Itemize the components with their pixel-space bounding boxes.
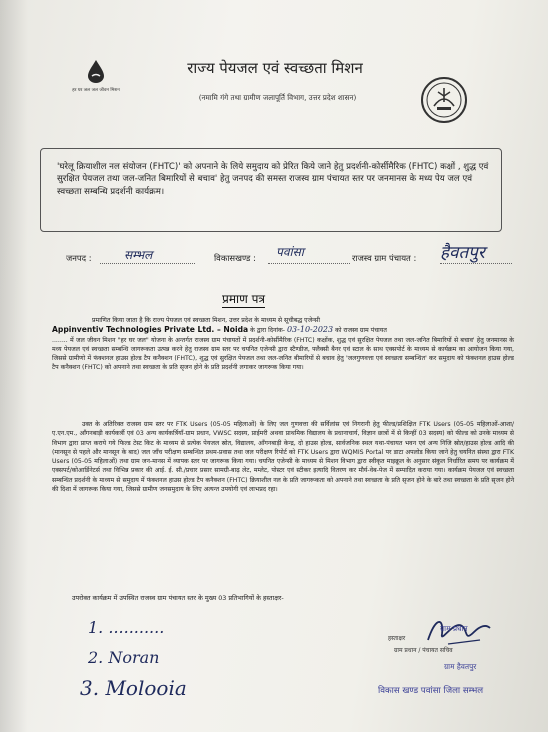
agency-name: Appinventiv Technologies Private Ltd. – Noida	[52, 325, 249, 335]
certificate-paragraph-2: उक्त के अतिरिक्त राजस्व ग्राम स्तर पर FTK Users (05-05 महिलाओं) के लिए जल गुणवत्ता की सर्विलांस एवं निगरानी हेतु फील्ड/प्रशिक्षित FTK Users (05-05 महिलाओं-आशा/ए.एन.एम., आँगनबाड़ी कार्यकर्त्री एवं 03 अन्य कार्यकर्त्रियाँ-ग्राम प्रधान, VWSC सदस्य, प्राईमरी अथवा प्राथमिक विद्यालय के प्रधानाचार्य, विज्ञान छात्रों में से किन्हीं 03 सदस्य) को फील्ड को उनके माध्यम से विभाग द्वारा प्राप्त कराये गये फिल्ड टेस्ट किट के माध्यम से प्रत्येक पेयजल स्रोत, विद्यालय, आँगनबाड़ी केन्द्र, दो हाउस होल्ड, सार्वजनिक स्थल यथा-पंचायत भवन एवं अन्य निजि स्रोत/हाउस होल्ड आदि की (मानसून से पहले और मानसून के बाद) जल जाँच परीक्षण सम्बन्धित प्रथम-प्रवास तथा जल परीक्षण रिपोर्ट को FTK Users द्वारा WQMIS Portal पर डाटा अपलोड किया जाने हेतु चयनित संस्था द्वारा FTK Users (05-05 महिलाओं) तथा ग्राम जन-मानस में व्यापक स्तर पर जागरूक किया गया। चयनित एजेन्सी के माध्यम से मिशन विभाग द्वारा स्वीकृत माइक्रूल के अनुसार संकुल निर्धारित समय पर कार्यक्रम में एक्सपर्ट/कोआर्डिनेटर्स तथा विभिन्न प्रकार की आई. ई. सी./प्रचार प्रसार सामग्री-बाढ़ लेट, मम्लेट, पोस्टर एवं स्टीकर इत्यादि वितरण कर मौर्य-वेब-पेज में सम्पादित कराया गया। कार्यक्रम पेयजल एवं स्वच्छता सम्बन्धित प्रदर्शनी के माध्यम से समुदाय में फंक्शनल हाउस होल्ड टैप कनैक्शन (FHTC) क्रियाशील नल के प्रति जागरूकता को अपनाने तथा स्वच्छता के प्रति सृजन होने के बारे तथा स्वच्छता के प्रति सृजन होने की दिशा में जागरूक किया गया, जिससे ग्रामीण जनसमुदाय के लिए अत्यन्त उपयोगी एवं लाभप्रद रहा।	[52, 421, 514, 494]
official-stamp-area	[378, 610, 538, 710]
block-underline	[268, 263, 350, 264]
certificate-title: प्रमाण पत्र	[222, 292, 266, 306]
stamp-place: ग्राम हैवतपुर	[444, 662, 477, 671]
district-label: जनपद :	[66, 253, 92, 263]
signature-label: हस्ताक्षर	[388, 635, 406, 642]
up-state-emblem-icon	[420, 76, 468, 124]
block-value: पवांसा	[276, 245, 304, 259]
by-date-label: के द्वारा दिनांक-	[250, 327, 285, 335]
after-date-text: को राजस्व ग्राम पंचायत	[335, 327, 387, 335]
program-topic-box: 'घरेलू क्रियाशील नल संयोजन (FHTC)' को अपनाने के लिये समुदाय को प्रेरित किये जाने हेतु प्रदर्शनी-कोर्सीमैरिक (FHTC) कक्षों , शुद्ध एवं सुरक्षित पेयजल तथा जल-जनित बिमारियों से बचाव' हेतु जनपद की समस्त राजस्व ग्राम पंचायत स्तर पर जनमानस के मध्य पेय जल एवं स्वच्छता सम्बन्धि प्रदर्शनी कार्यक्रम।	[40, 148, 502, 232]
page-title: राज्य पेयजल एवं स्वच्छता मिशन	[187, 59, 363, 77]
panchayat-label: राजस्व ग्राम पंचायत :	[352, 253, 417, 263]
participant-signature-3: 3. Molooia	[80, 676, 187, 700]
participant-signature-1: 1. ...........	[88, 618, 165, 637]
logo-caption: हर घर जल जल जीवन मिशन	[72, 88, 120, 93]
paragraph-1-lead: प्रमाणित किया जाता है कि राज्य पेयजल एवं स्वच्छता मिशन, उत्तर प्रदेश के माध्यम से सूचीबद्ध एजेन्सी	[92, 317, 320, 324]
block-office-stamp: विकास खण्ड पवांसा जिला सम्भल	[378, 686, 484, 696]
certificate-paragraph-1	[52, 316, 514, 373]
pradhan-line: ग्राम प्रधान / पंचायत सचिव	[394, 647, 453, 654]
page-subtitle: (नमामि गंगे तथा ग्रामीण जलापूर्ति विभाग, उत्तर प्रदेश शासन)	[198, 93, 357, 102]
panchayat-underline	[440, 263, 512, 264]
panchayat-value: हैवतपुर	[440, 243, 485, 263]
paragraph-1-agency-line	[52, 325, 514, 335]
block-label: विकासखण्ड :	[214, 253, 256, 263]
district-value: सम्भल	[124, 248, 153, 262]
district-underline	[100, 263, 195, 264]
water-drop-logo-icon	[83, 58, 109, 84]
paragraph-1-body: ........ में जल जीवन मिशन "हर घर जल" योजना के अन्तर्गत राजस्व ग्राम पंचायतों में प्रदर्शनी-कोर्सीमैरिक (FHTC) कक्षोंक, शुद्ध एवं सुरक्षित पेयजल तथा जल-जनित बिमारियों से बचाव' हेतु जनमानस के मध्य पेयजल एवं स्वच्छता सम्बन्धि जागरूकता उत्पन्न करने हेतु राजस्व ग्राम स्तर पर चयनित एजेन्सी द्वारा स्टैण्डीज, फ्लैक्सी बैनर एवं स्टाल के साथ एक्सपोर्ट के माध्यम से कार्यक्रम का आयोजन किया गया, जिससे ग्रामीणो में फंक्शनल हाउस होल्ड टैप कनैक्शन (FHTC), शुद्ध एवं सुरक्षित पेयजल तथा जल-जनित बीमारियों से बचाव हेतु 'जलगुणवत्ता एवं स्वच्छता सम्बन्धित' कर समुदाय को फंक्शनल हाउस होल्ड टैप कनैक्शन (FHTC) को अपनाने तथा स्वच्छता के प्रति सृजन होने के प्रति प्रदर्शनी लगाकर जागरूक किया गया।	[52, 336, 514, 372]
jal-jeevan-mission-logo	[66, 58, 126, 120]
program-date: 03-10-2023	[286, 325, 334, 335]
stamp-name: ग्राम प्रधान	[440, 624, 468, 633]
signature-intro: उपरोक्त कार्यक्रम में उपस्थित राजस्व ग्राम पंचायत स्तर के मुख्य 03 प्रतिभागियों के हस्ताक्षर-	[72, 594, 284, 602]
page-shadow	[0, 0, 28, 732]
participant-signature-2: 2. Noran	[88, 648, 160, 667]
